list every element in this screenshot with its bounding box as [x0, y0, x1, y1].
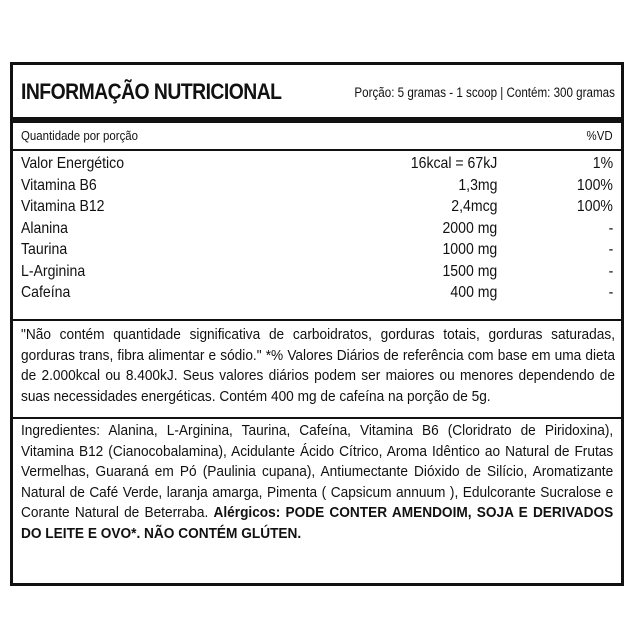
nutrient-name: L-Arginina — [21, 262, 86, 280]
vd-label: %VD — [586, 128, 613, 143]
quantity-header-row — [13, 123, 621, 149]
nutrient-row — [13, 263, 621, 285]
nutrient-amount: 2,4mcg — [450, 198, 497, 215]
nutrient-name: Alanina — [21, 219, 68, 237]
portion-info: Porção: 5 gramas - 1 scoop | Contém: 300 gramas — [354, 85, 615, 100]
nutrient-vd: 1% — [592, 155, 613, 172]
quantity-label: Quantidade por porção — [21, 128, 139, 143]
nutrient-row — [13, 155, 621, 177]
nutrient-vd: - — [608, 262, 613, 280]
ingredients-text: Ingredientes: Alanina, L-Arginina, Taurina, Cafeína, Vitamina B6 (Cloridrato de Piridoxina), Vitamina B12 (Cianocobalamina), Acidulante Ácido Cítrico, Aroma Idêntico ao Natural de Frutas Vermelhas, Guaraná em Pó (Paulinia cupana), Antiumectante Dióxido de Silício, Aromatizante Natural de Café Verde, laranja amarga, Pimenta ( Capsicum annuum ), Edulcorante Sucralose e Corante Natural de Beterraba. — [21, 422, 614, 521]
nutrient-row — [13, 220, 621, 242]
ingredients-block — [21, 421, 613, 544]
nutrient-name: Valor Energético — [21, 155, 125, 172]
panel-title: INFORMAÇÃO NUTRICIONAL — [21, 79, 282, 104]
nutrient-list — [13, 155, 621, 306]
nutrient-row — [13, 284, 621, 306]
nutrient-vd: - — [608, 241, 613, 258]
divider — [13, 319, 621, 321]
nutrient-name: Taurina — [21, 241, 68, 258]
nutrient-row — [13, 177, 621, 199]
divider — [13, 417, 621, 419]
nutrient-vd: - — [608, 284, 613, 301]
nutrition-facts-panel — [10, 62, 624, 586]
nutrient-amount: 1000 mg — [442, 241, 497, 258]
allergen-warning: Alérgicos: PODE CONTER AMENDOIM, SOJA E DERIVADOS DO LEITE E OVO*. NÃO CONTÉM GLÚTEN. — [21, 504, 614, 542]
nutrient-amount: 1500 mg — [442, 262, 497, 280]
nutrient-vd: - — [608, 219, 613, 237]
nutrient-name: Vitamina B12 — [21, 198, 105, 215]
nutrient-amount: 16kcal = 67kJ — [410, 155, 497, 172]
nutrition-footnote: "Não contém quantidade significativa de carboidratos, gorduras totais, gorduras saturadas, gorduras trans, fibra alimentar e sódio." *% Valores Diários de referência com base em uma dieta de 2.000kcal ou 8.400kJ. Seus valores diários podem ser maiores ou menores dependendo de suas necessidades energéticas. Contém 400 mg de cafeína na porção de 5g. — [21, 326, 615, 405]
header — [13, 65, 621, 117]
nutrient-amount: 1,3mg — [457, 176, 497, 194]
nutrient-name: Cafeína — [21, 284, 71, 301]
nutrient-vd: 100% — [576, 176, 613, 194]
divider — [13, 149, 621, 151]
nutrient-row — [13, 241, 621, 263]
nutrient-amount: 2000 mg — [442, 219, 497, 237]
nutrient-name: Vitamina B6 — [21, 176, 97, 194]
nutrient-amount: 400 mg — [450, 284, 497, 301]
nutrient-vd: 100% — [576, 198, 613, 215]
nutrient-row — [13, 198, 621, 220]
